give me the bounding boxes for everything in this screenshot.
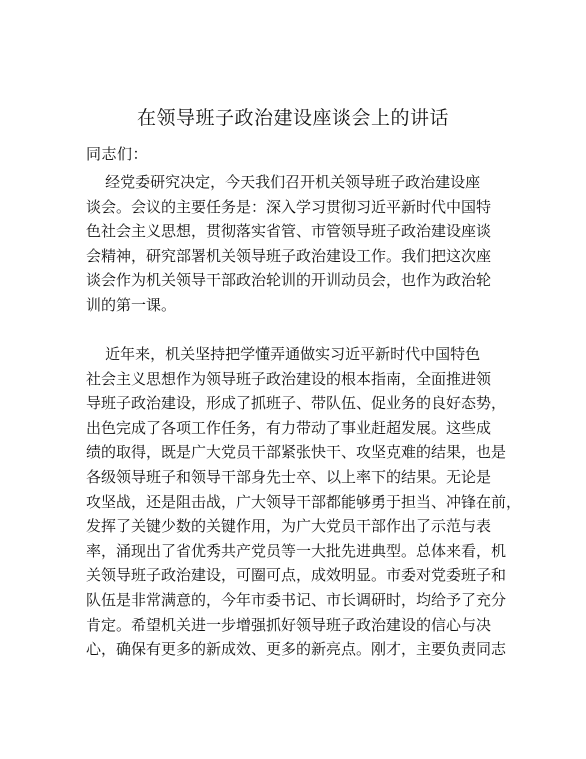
paragraph-line: 各级领导班子和领导干部身先士卒、以上率下的结果。无论是: [86, 467, 492, 486]
paragraph-1: [86, 170, 496, 318]
paragraph-line: 队伍是非常满意的，今年市委书记、市长调研时，均给予了充分: [86, 590, 507, 609]
paragraph-line: 谈会作为机关领导干部政治轮训的开训动员会，也作为政治轮: [86, 271, 492, 290]
paragraph-line: 会精神，研究部署机关领导班子政治建设工作。我们把这次座: [86, 246, 492, 265]
paragraph-line: 攻坚战，还是阻击战，广大领导干部都能够勇于担当、冲锋在前，: [86, 492, 522, 511]
paragraph-line: 出色完成了各项工作任务，有力带动了事业赶超发展。这些成: [86, 418, 492, 437]
paragraph-line: 关领导班子政治建设，可圈可点，成效明显。市委对党委班子和: [86, 566, 507, 585]
paragraph-line: 社会主义思想作为领导班子政治建设的根本指南，全面推进领: [86, 369, 492, 388]
paragraph-line: 近年来，机关坚持把学懂弄通做实习近平新时代中国特色: [86, 345, 481, 363]
paragraph-line: 发挥了关键少数的关键作用，为广大党员干部作出了示范与表: [86, 517, 492, 536]
document-title: 在领导班子政治建设座谈会上的讲话: [136, 107, 449, 129]
paragraph-line: 导班子政治建设，形成了抓班子、带队伍、促业务的良好态势，: [86, 394, 507, 413]
paragraph-line: 心，确保有更多的新成效、更多的新亮点。刚才，主要负责同志: [86, 640, 507, 659]
paragraph-line: 谈会。会议的主要任务是：深入学习贯彻习近平新时代中国特: [86, 197, 492, 216]
paragraph-2: [86, 342, 522, 662]
paragraph-line: 肯定。希望机关进一步增强抓好领导班子政治建设的信心与决: [86, 615, 492, 634]
paragraph-line: 经党委研究决定，今天我们召开机关领导班子政治建设座: [86, 173, 481, 191]
paragraph-line: 训的第一课。: [86, 295, 177, 314]
salutation: 同志们：: [86, 145, 149, 163]
paragraph-line: 率，涌现出了省优秀共产党员等一大批先进典型。总体来看，机: [86, 541, 507, 560]
paragraph-line: 绩的取得，既是广大党员干部紧张快干、攻坚克难的结果，也是: [86, 443, 507, 462]
paragraph-line: 色社会主义思想，贯彻落实省管、市管领导班子政治建设座谈: [86, 222, 492, 241]
